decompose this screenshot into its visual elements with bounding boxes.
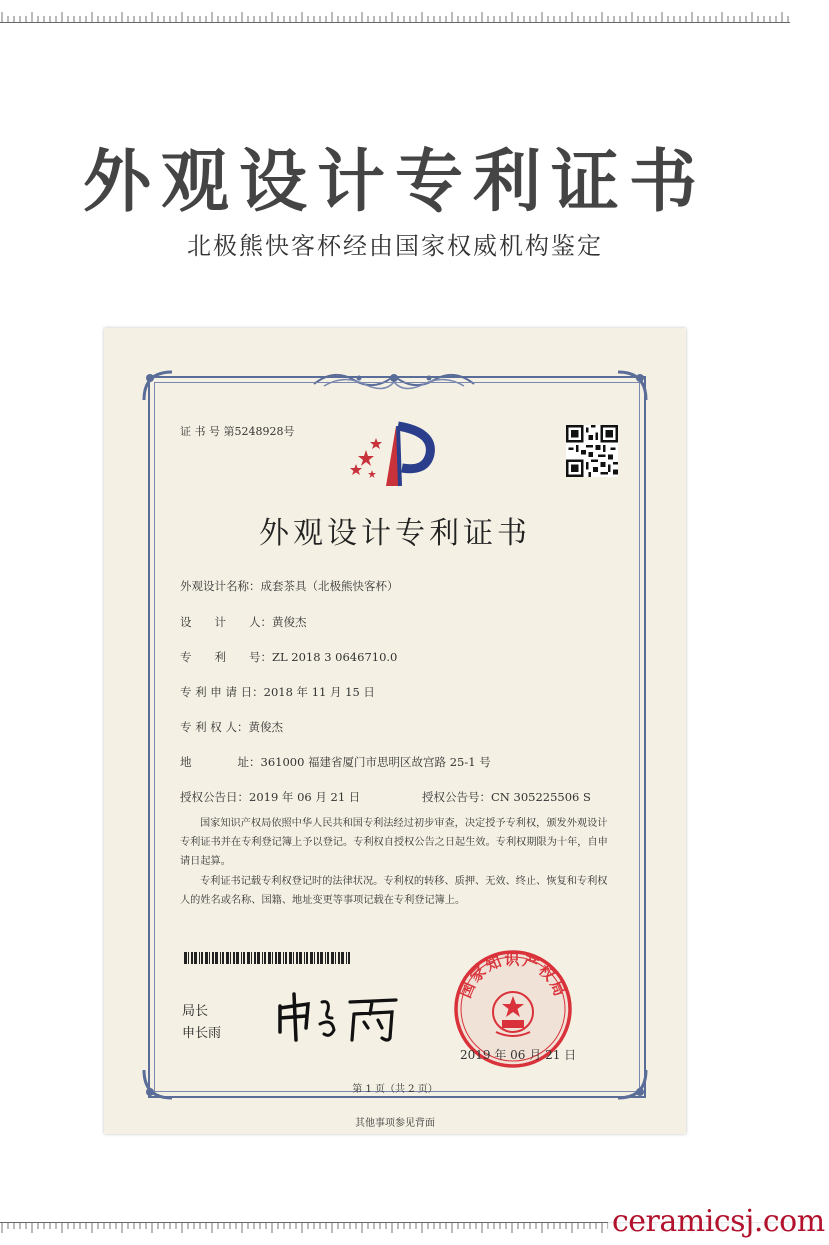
certificate-paragraph-1: 国家知识产权局依照中华人民共和国专利法经过初步审查，决定授予专利权，颁发外观设计专利证书并在专利登记簿上予以登记。专利权自授权公告之日起生效。专利权期限为十年，自申请日起算。 [180, 818, 608, 867]
field-grant-date: 授权公告日：2019 年 06 月 21 日 [180, 790, 361, 804]
qr-code-icon [566, 425, 618, 477]
barcode-icon [184, 952, 354, 964]
field-grant-publication-number: 授权公告号：CN 305225506 S [422, 790, 591, 804]
director-title: 局长 [182, 1004, 209, 1019]
certificate-image [104, 328, 686, 1134]
director-signature [274, 988, 404, 1048]
certificate-paragraph-2: 专利证书记载专利权登记时的法律状况。专利权的转移、质押、无效、终止、恢复和专利权人的姓名或名称、国籍、地址变更等事项记载在专利登记簿上。 [180, 876, 608, 906]
site-watermark: ceramicsj.com [608, 1204, 829, 1240]
field-patentee: 专 利 权 人：黄俊杰 [180, 720, 283, 734]
certificate-number: 证 书 号 第5248928号 [180, 425, 295, 438]
director-name: 申长雨 [182, 1026, 222, 1041]
page-subtitle: 北极熊快客杯经由国家权威机构鉴定 [187, 232, 603, 260]
seal-date: 2019 年 06 月 21 日 [460, 1048, 577, 1062]
field-designer: 设 计 人：黄俊杰 [180, 615, 307, 629]
field-address: 地 址：361000 福建省厦门市思明区故宫路 25-1 号 [180, 755, 491, 769]
certificate-footnote: 其他事项参见背面 [355, 1118, 435, 1129]
page-number: 第 1 页（共 2 页） [352, 1084, 438, 1095]
corner-ornament-icon [614, 368, 650, 404]
page-title: 外观设计专利证书 [82, 143, 707, 222]
field-patent-number: 专 利 号：ZL 2018 3 0646710.0 [180, 650, 398, 664]
ruler-ticks-top [0, 0, 790, 22]
field-filing-date: 专 利 申 请 日：2018 年 11 月 15 日 [180, 685, 375, 699]
corner-ornament-icon [140, 368, 176, 404]
certificate-title: 外观设计专利证书 [259, 516, 531, 551]
cnipa-logo-icon [344, 420, 444, 490]
top-ruler-border [0, 0, 790, 23]
seal-text: 国家知识产权局 [456, 950, 570, 1001]
field-design-name: 外观设计名称：成套茶具（北极熊快客杯） [180, 579, 399, 593]
